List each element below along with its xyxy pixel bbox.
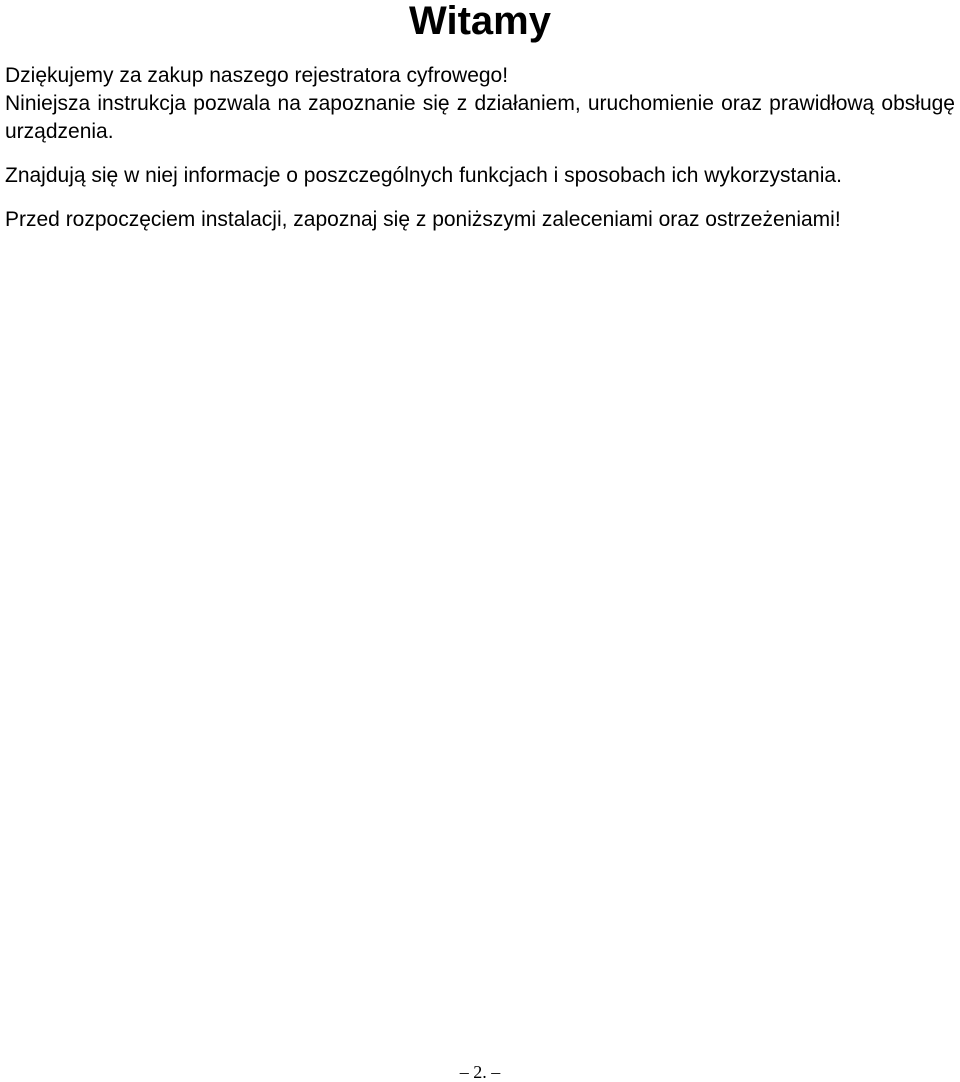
paragraph-contents: Znajdują się w niej informacje o poszczególnych funkcjach i sposobach ich wykorzystania. [5,164,842,187]
page-title: Witamy [409,0,551,43]
document-body [5,62,955,250]
paragraph-warning: Przed rozpoczęciem instalacji, zapoznaj się z poniższymi zaleceniami oraz ostrzeżeniami! [5,208,841,231]
paragraph-purpose: Niniejsza instrukcja pozwala na zapoznanie się z działaniem, uruchomienie oraz prawidłową obsługę urządzenia. [5,92,955,143]
paragraph-thanks: Dziękujemy za zakup naszego rejestratora cyfrowego! [5,64,509,87]
page-number: – 2. – [459,1062,501,1082]
